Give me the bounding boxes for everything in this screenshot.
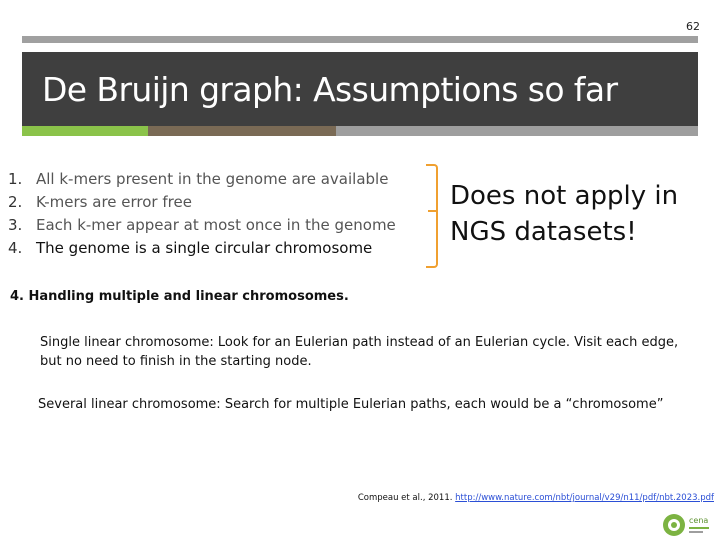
- list-text: Each k-mer appear at most once in the genome: [36, 216, 396, 234]
- list-item: [8, 191, 396, 214]
- list-number: 2.: [8, 193, 23, 211]
- section-heading: 4. Handling multiple and linear chromosomes.: [10, 289, 349, 304]
- paragraph-single-linear: Single linear chromosome: Look for an Eulerian path instead of an Eulerian cycle. Visit each edge, but no need to finish in the starting node.: [40, 335, 679, 369]
- citation-link[interactable]: http://www.nature.com/nbt/journal/v29/n11/pdf/nbt.2023.pdf: [455, 493, 714, 503]
- callout-text: Does not apply in NGS datasets!: [450, 181, 679, 247]
- list-text: The genome is a single circular chromosome: [36, 239, 373, 257]
- slide-number: 62: [686, 20, 700, 33]
- slide-title: De Bruijn graph: Assumptions so far: [42, 70, 618, 109]
- list-text: All k-mers present in the genome are available: [36, 170, 389, 188]
- list-item: [8, 214, 396, 237]
- assumption-list: [8, 168, 396, 260]
- paragraph-several-linear: Several linear chromosome: Search for multiple Eulerian paths, each would be a “chromosome”: [38, 397, 664, 412]
- list-item: [8, 237, 396, 260]
- accent-bar-gray: [336, 126, 698, 136]
- brace-tick: [428, 208, 438, 214]
- accent-bar-green: [22, 126, 148, 136]
- list-text: K-mers are error free: [36, 193, 192, 211]
- logo-wordmark: cena: [689, 516, 709, 525]
- cena-logo-icon: [662, 512, 714, 538]
- list-number: 1.: [8, 170, 23, 188]
- accent-bar-brown: [148, 126, 336, 136]
- list-number: 4.: [8, 239, 23, 257]
- citation: [342, 493, 714, 503]
- list-item: [8, 168, 396, 191]
- list-number: 3.: [8, 216, 23, 234]
- right-brace: [426, 164, 438, 268]
- citation-text: Compeau et al., 2011.: [357, 493, 456, 503]
- top-rule: [22, 36, 698, 43]
